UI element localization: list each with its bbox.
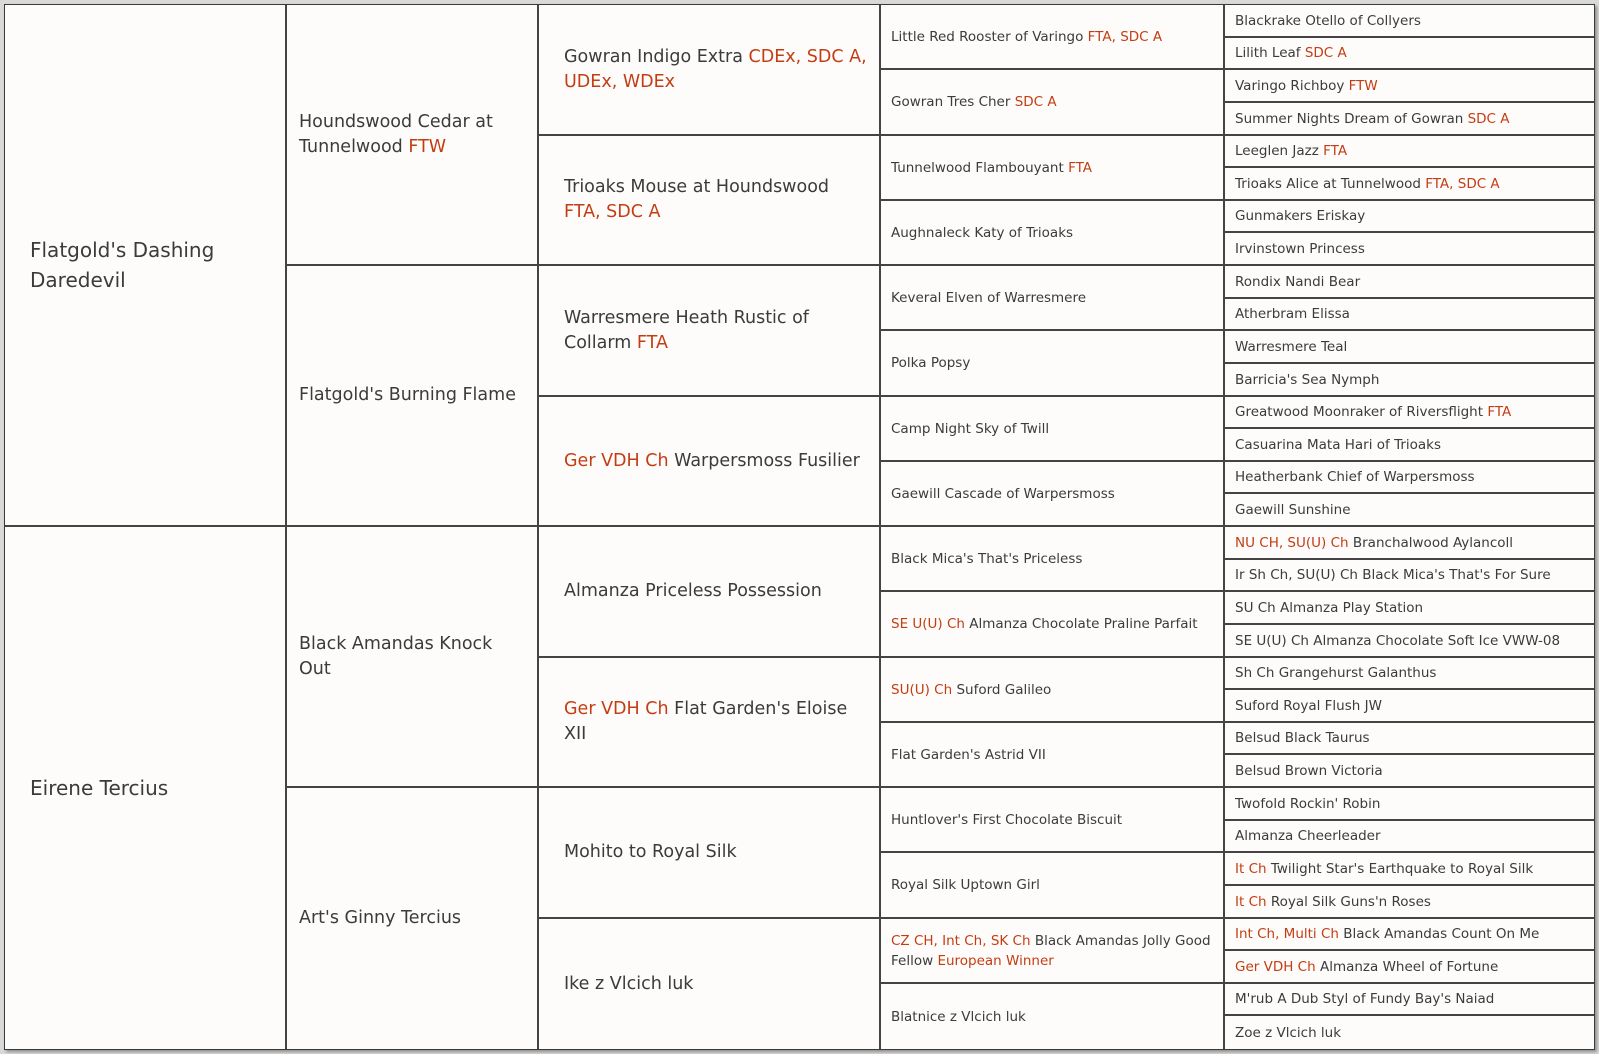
dog-name: Blatnice z Vlcich luk (891, 1008, 1026, 1025)
gen5-cell (1225, 951, 1594, 984)
dog-entry (1235, 1024, 1341, 1042)
title-suffix: FTW (1348, 77, 1378, 94)
gen5-cell (1225, 299, 1594, 331)
gen5-cell (1225, 201, 1594, 233)
dog-name: Flat Garden's Eloise XII (564, 699, 848, 744)
gen5-cell (1225, 853, 1594, 886)
gen2-cell (287, 527, 539, 788)
dog-entry (299, 632, 529, 682)
dog-entry (891, 1007, 1026, 1027)
dog-entry (891, 223, 1073, 243)
title-suffix: FTA (1487, 404, 1512, 420)
title-prefix: Ger VDH Ch (1235, 958, 1320, 975)
dog-name: Twilight Star's Earthquake to Royal Silk (1270, 860, 1534, 877)
gen5-cell (1225, 5, 1594, 38)
dog-name: Almanza Chocolate Praline Parfait (969, 616, 1198, 632)
gen5-cell (1225, 821, 1594, 853)
title-suffix: FTA (1068, 159, 1093, 176)
dog-name: Eirene Tercius (30, 776, 169, 800)
dog-name: Varingo Richboy (1235, 77, 1349, 94)
gen4-cell (881, 788, 1225, 853)
dog-name: Almanza Cheerleader (1235, 828, 1381, 844)
dog-name: Houndswood Cedar at Tunnelwood (299, 111, 493, 157)
dog-entry (1235, 44, 1347, 62)
gen5-cell (1225, 788, 1594, 821)
gen4-cell (881, 462, 1225, 527)
dog-entry (1235, 860, 1533, 878)
dog-entry (1235, 990, 1494, 1008)
dog-name: Suford Royal Flush JW (1235, 697, 1382, 714)
dog-name: Royal Silk Guns'n Roses (1270, 893, 1431, 910)
title-prefix: NU CH, SU(U) Ch (1235, 534, 1353, 551)
title-suffix: SDC A (1014, 94, 1057, 110)
dog-entry (891, 931, 1215, 971)
title-suffix: FTA, SDC A (1087, 28, 1163, 45)
dog-entry (1235, 958, 1498, 976)
dog-name: Mohito to Royal Silk (564, 842, 737, 862)
dog-name: Irvinstown Princess (1235, 240, 1365, 257)
gen4-cell (881, 723, 1225, 788)
gen1-cell (5, 527, 287, 1049)
dog-name: Polka Popsy (891, 355, 971, 371)
dog-name: Greatwood Moonraker of Riversflight (1235, 404, 1488, 420)
gen3-cell (539, 788, 881, 919)
dog-entry (1235, 12, 1421, 30)
dog-entry (1235, 436, 1441, 454)
dog-name: Gowran Tres Cher (891, 94, 1015, 110)
dog-entry (564, 697, 869, 747)
dog-name: Flatgold's Dashing Daredevil (30, 238, 215, 292)
title-suffix: SDC A (1304, 45, 1347, 61)
dog-name: Warresmere Heath Rustic of Collarm (564, 307, 809, 353)
dog-entry (564, 449, 860, 474)
gen3-cell (539, 266, 881, 397)
gen5-cell (1225, 103, 1594, 136)
gen5-cell (1225, 136, 1594, 168)
dog-name: Little Red Rooster of Varingo (891, 28, 1088, 45)
title-suffix: SDC A (1467, 110, 1510, 127)
dog-entry (1235, 175, 1500, 193)
dog-entry (1235, 925, 1539, 943)
dog-name: Belsud Brown Victoria (1235, 762, 1383, 779)
title-prefix: It Ch (1235, 860, 1271, 877)
dog-entry (564, 175, 869, 225)
title-prefix: It Ch (1235, 893, 1271, 910)
dog-entry (891, 288, 1086, 308)
dog-entry (1235, 338, 1347, 356)
dog-name: Zoe z Vlcich luk (1235, 1024, 1342, 1041)
dog-name: Warpersmoss Fusilier (674, 450, 860, 471)
dog-name: Gaewill Cascade of Warpersmoss (891, 485, 1115, 502)
gen3-cell (539, 5, 881, 136)
dog-entry (1235, 305, 1350, 323)
dog-entry (1235, 632, 1560, 650)
gen5-cell (1225, 1016, 1594, 1049)
gen4-cell (881, 658, 1225, 723)
gen3-cell (539, 919, 881, 1049)
dog-name: Blackrake Otello of Collyers (1235, 12, 1421, 29)
dog-entry (1235, 762, 1383, 780)
dog-entry (891, 875, 1040, 895)
dog-name: Twofold Rockin' Robin (1235, 795, 1381, 812)
dog-entry (299, 110, 529, 160)
dog-entry (1235, 534, 1513, 552)
gen4-cell (881, 853, 1225, 919)
dog-name: Atherbram Elissa (1235, 306, 1350, 322)
dog-name: Almanza Priceless Possession (564, 581, 822, 601)
title-suffix: FTA (636, 332, 668, 353)
dog-name: Belsud Black Taurus (1235, 730, 1370, 746)
dog-entry (1235, 77, 1378, 95)
dog-entry (891, 27, 1162, 47)
dog-entry (1235, 501, 1351, 519)
dog-entry (891, 549, 1082, 569)
dog-name: Huntlover's First Chocolate Biscuit (891, 811, 1123, 828)
dog-name: Warresmere Teal (1235, 338, 1348, 355)
dog-name: Black Amandas Jolly Good Fellow (891, 932, 1211, 969)
title-suffix: FTA (1323, 143, 1348, 159)
dog-entry (564, 840, 737, 865)
pedigree-table (4, 4, 1595, 1050)
title-prefix: Ger VDH Ch (564, 450, 675, 471)
title-suffix: CDEx, SDC A, UDEx, WDEx (564, 46, 867, 92)
gen4-cell (881, 984, 1225, 1049)
dog-name: Black Amandas Count On Me (1343, 926, 1540, 942)
dog-name: Lilith Leaf (1235, 45, 1305, 61)
gen4-cell (881, 70, 1225, 136)
dog-entry (1235, 403, 1511, 421)
gen1-cell (5, 5, 287, 527)
gen5-cell (1225, 233, 1594, 266)
dog-name: Trioaks Mouse at Houndswood (564, 177, 830, 197)
gen4-cell (881, 397, 1225, 462)
dog-entry (891, 810, 1122, 830)
title-prefix: SU(U) Ch (891, 681, 957, 698)
gen3-cell (539, 658, 881, 788)
dog-entry (564, 45, 869, 95)
dog-name: Sh Ch Grangehurst Galanthus (1235, 665, 1437, 681)
gen5-cell (1225, 429, 1594, 462)
dog-name: Gaewill Sunshine (1235, 501, 1351, 518)
gen5-cell (1225, 755, 1594, 788)
gen4-cell (881, 919, 1225, 984)
dog-entry (891, 745, 1046, 765)
dog-entry (299, 383, 516, 408)
gen5-cell (1225, 658, 1594, 690)
dog-entry (1235, 697, 1382, 715)
dog-entry (299, 906, 461, 931)
title-prefix: CZ CH, Int Ch, SK Ch (891, 932, 1035, 949)
dog-entry (891, 680, 1051, 700)
dog-entry (891, 353, 970, 373)
dog-name: Camp Night Sky of Twill (891, 420, 1050, 437)
dog-name: Keveral Elven of Warresmere (891, 289, 1087, 306)
title-prefix: Ger VDH Ch (564, 699, 675, 719)
gen3-cell (539, 397, 881, 527)
dog-name: Rondix Nandi Bear (1235, 273, 1361, 290)
title-suffix: FTW (408, 136, 447, 157)
dog-entry (891, 614, 1198, 634)
dog-name: Gowran Indigo Extra (564, 46, 749, 67)
title-suffix: FTA, SDC A (1425, 175, 1500, 192)
dog-entry (1235, 110, 1510, 128)
dog-entry (891, 158, 1092, 178)
dog-entry (30, 773, 168, 803)
gen5-cell (1225, 690, 1594, 723)
gen4-cell (881, 136, 1225, 201)
gen5-cell (1225, 886, 1594, 919)
gen4-cell (881, 527, 1225, 592)
gen5-cell (1225, 625, 1594, 658)
dog-entry (1235, 827, 1381, 845)
dog-entry (1235, 207, 1365, 225)
dog-name: Casuarina Mata Hari of Trioaks (1235, 436, 1442, 453)
dog-name: Leeglen Jazz (1235, 143, 1324, 159)
dog-entry (891, 484, 1115, 504)
dog-entry (1235, 664, 1436, 682)
dog-entry (1235, 893, 1431, 911)
gen2-cell (287, 788, 539, 1049)
gen4-cell (881, 592, 1225, 658)
dog-name: SE U(U) Ch Almanza Chocolate Soft Ice VWW-08 (1235, 632, 1561, 649)
dog-name: Flat Garden's Astrid VII (891, 746, 1046, 763)
dog-name: Aughnaleck Katy of Trioaks (891, 224, 1074, 241)
title-suffix: European Winner (937, 952, 1054, 969)
dog-name: Suford Galileo (956, 681, 1052, 698)
gen2-cell (287, 5, 539, 266)
gen5-cell (1225, 70, 1594, 103)
dog-entry (564, 306, 869, 356)
dog-name: Almanza Wheel of Fortune (1319, 958, 1499, 975)
gen5-cell (1225, 919, 1594, 951)
dog-name: Heatherbank Chief of Warpersmoss (1235, 469, 1475, 485)
gen2-cell (287, 266, 539, 527)
gen5-cell (1225, 494, 1594, 527)
dog-name: Black Mica's That's Priceless (891, 550, 1083, 567)
gen3-cell (539, 136, 881, 266)
dog-name: M'rub A Dub Styl of Fundy Bay's Naiad (1235, 991, 1495, 1007)
gen4-cell (881, 266, 1225, 331)
dog-name: Art's Ginny Tercius (299, 908, 462, 928)
dog-entry (30, 235, 275, 295)
dog-entry (564, 579, 822, 604)
gen5-cell (1225, 331, 1594, 364)
gen5-cell (1225, 560, 1594, 592)
gen5-cell (1225, 984, 1594, 1016)
dog-entry (1235, 273, 1360, 291)
dog-entry (891, 419, 1049, 439)
gen5-cell (1225, 592, 1594, 625)
dog-entry (1235, 468, 1475, 486)
title-prefix: Int Ch, Multi Ch (1235, 926, 1344, 942)
dog-name: Gunmakers Eriskay (1235, 208, 1366, 224)
dog-entry (1235, 240, 1365, 258)
gen5-cell (1225, 266, 1594, 299)
gen5-cell (1225, 38, 1594, 70)
dog-name: Ir Sh Ch, SU(U) Ch Black Mica's That's For Sure (1235, 567, 1551, 583)
dog-entry (1235, 729, 1370, 747)
dog-name: Royal Silk Uptown Girl (891, 877, 1040, 893)
gen5-cell (1225, 723, 1594, 755)
dog-name: Summer Nights Dream of Gowran (1235, 110, 1468, 127)
gen5-cell (1225, 364, 1594, 397)
gen4-cell (881, 5, 1225, 70)
gen3-cell (539, 527, 881, 658)
gen4-cell (881, 201, 1225, 266)
dog-entry (564, 972, 693, 997)
dog-name: Tunnelwood Flambouyant (891, 159, 1069, 176)
gen5-cell (1225, 397, 1594, 429)
dog-name: Branchalwood Aylancoll (1352, 534, 1514, 551)
dog-name: Flatgold's Burning Flame (299, 385, 516, 405)
dog-name: Ike z Vlcich luk (564, 973, 694, 994)
dog-entry (1235, 599, 1423, 617)
dog-entry (1235, 371, 1379, 389)
dog-entry (1235, 566, 1551, 584)
dog-name: Trioaks Alice at Tunnelwood (1235, 175, 1426, 192)
gen5-cell (1225, 527, 1594, 560)
dog-name: Barricia's Sea Nymph (1235, 371, 1380, 388)
dog-entry (1235, 142, 1347, 160)
gen5-cell (1225, 462, 1594, 494)
title-suffix: FTA, SDC A (564, 202, 661, 222)
gen4-cell (881, 331, 1225, 397)
title-prefix: SE U(U) Ch (891, 616, 970, 632)
gen5-cell (1225, 168, 1594, 201)
dog-entry (1235, 795, 1380, 813)
dog-entry (891, 92, 1057, 112)
dog-name: Black Amandas Knock Out (299, 633, 493, 679)
dog-name: SU Ch Almanza Play Station (1235, 599, 1424, 616)
